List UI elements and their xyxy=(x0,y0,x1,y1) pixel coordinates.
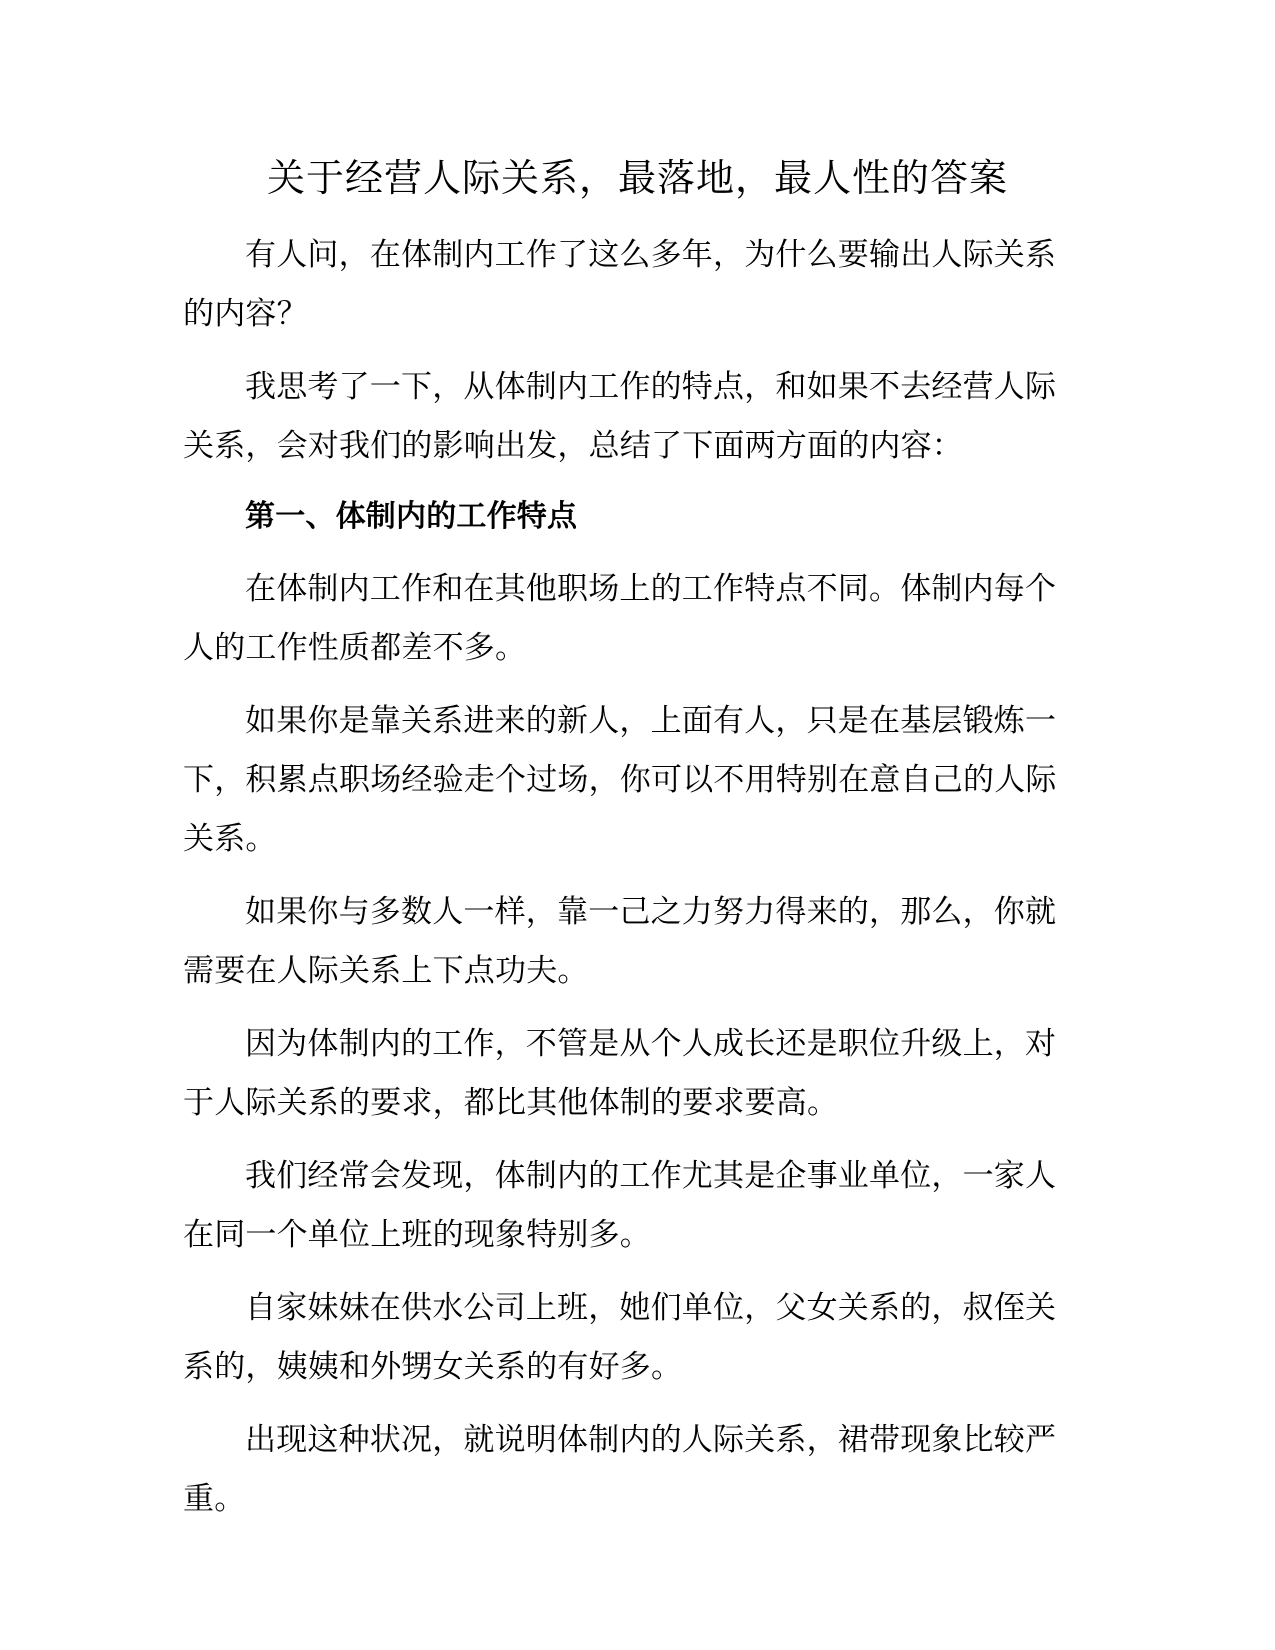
paragraph: 在体制内工作和在其他职场上的工作特点不同。体制内每个人的工作性质都差不多。 xyxy=(183,571,1057,666)
section-heading: 第一、体制内的工作特点 xyxy=(245,499,578,534)
document-body xyxy=(183,226,1083,1529)
document-title: 关于经营人际关系，最落地，最人性的答案 xyxy=(266,156,1008,200)
paragraph: 出现这种状况，就说明体制内的人际关系，裙带现象比较严重。 xyxy=(183,1422,1057,1517)
paragraph: 我思考了一下，从体制内工作的特点，和如果不去经营人际关系，会对我们的影响出发，总结了下面两方面的内容： xyxy=(183,369,1057,464)
paragraph: 我们经常会发现，体制内的工作尤其是企事业单位，一家人在同一个单位上班的现象特别多。 xyxy=(183,1158,1057,1253)
paragraph: 因为体制内的工作，不管是从个人成长还是职位升级上，对于人际关系的要求，都比其他体制的要求要高。 xyxy=(183,1026,1057,1121)
paragraph: 如果你与多数人一样，靠一己之力努力得来的，那么，你就需要在人际关系上下点功夫。 xyxy=(183,894,1057,989)
paragraph: 自家妹妹在供水公司上班，她们单位，父女关系的，叔侄关系的，姨姨和外甥女关系的有好多。 xyxy=(183,1290,1057,1385)
paragraph: 如果你是靠关系进来的新人，上面有人，只是在基层锻炼一下，积累点职场经验走个过场，你可以不用特别在意自己的人际关系。 xyxy=(183,703,1057,857)
paragraph: 有人问，在体制内工作了这么多年，为什么要输出人际关系的内容？ xyxy=(183,237,1057,332)
